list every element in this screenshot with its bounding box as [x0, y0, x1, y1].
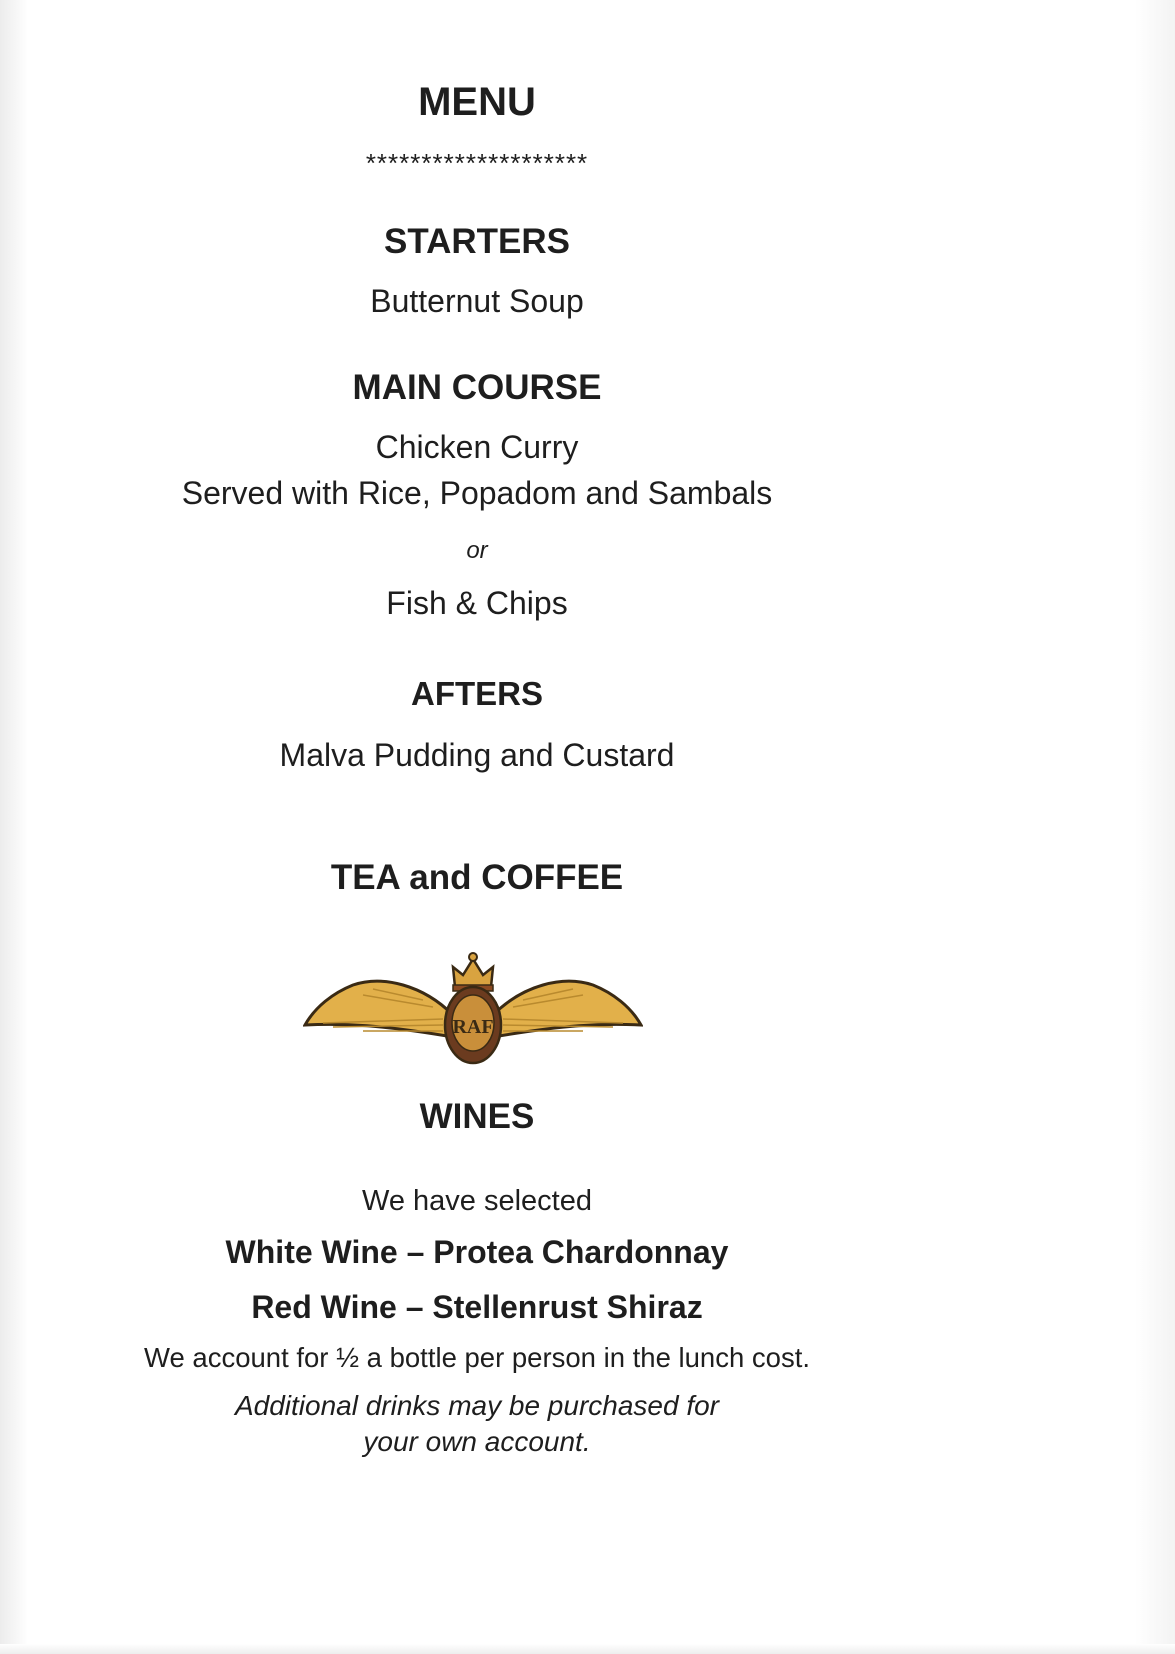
raf-wings-crest-icon — [303, 945, 643, 1075]
divider-stars: ******************** — [365, 148, 589, 178]
main-course-option-1-detail: Served with Rice, Popadom and Sambals — [181, 475, 773, 511]
additional-drinks-note: Additional drinks may be purchased for your own account. — [234, 1390, 720, 1457]
main-course-option-2: Fish & Chips — [386, 585, 568, 621]
tea-coffee-heading: TEA and COFFEE — [330, 858, 624, 897]
page-shadow-right — [1135, 0, 1175, 1654]
wines-intro: We have selected — [362, 1185, 592, 1217]
main-course-separator: or — [466, 537, 488, 564]
starters-heading: STARTERS — [383, 222, 571, 261]
main-course-option-1: Chicken Curry — [375, 429, 579, 465]
afters-item: Malva Pudding and Custard — [279, 737, 675, 773]
wines-heading: WINES — [419, 1097, 535, 1136]
red-wine: Red Wine – Stellenrust Shiraz — [251, 1289, 703, 1325]
starters-item: Butternut Soup — [370, 283, 584, 319]
afters-heading: AFTERS — [411, 675, 543, 712]
wine-allowance-note: We account for ½ a bottle per person in the lunch cost. — [144, 1342, 810, 1373]
main-course-heading: MAIN COURSE — [352, 368, 602, 407]
svg-text:RAF: RAF — [452, 1016, 494, 1038]
page-shadow-bottom — [0, 1644, 1175, 1654]
page-shadow-left — [0, 0, 28, 1654]
menu-title: MENU — [418, 80, 536, 124]
white-wine: White Wine – Protea Chardonnay — [225, 1234, 729, 1270]
